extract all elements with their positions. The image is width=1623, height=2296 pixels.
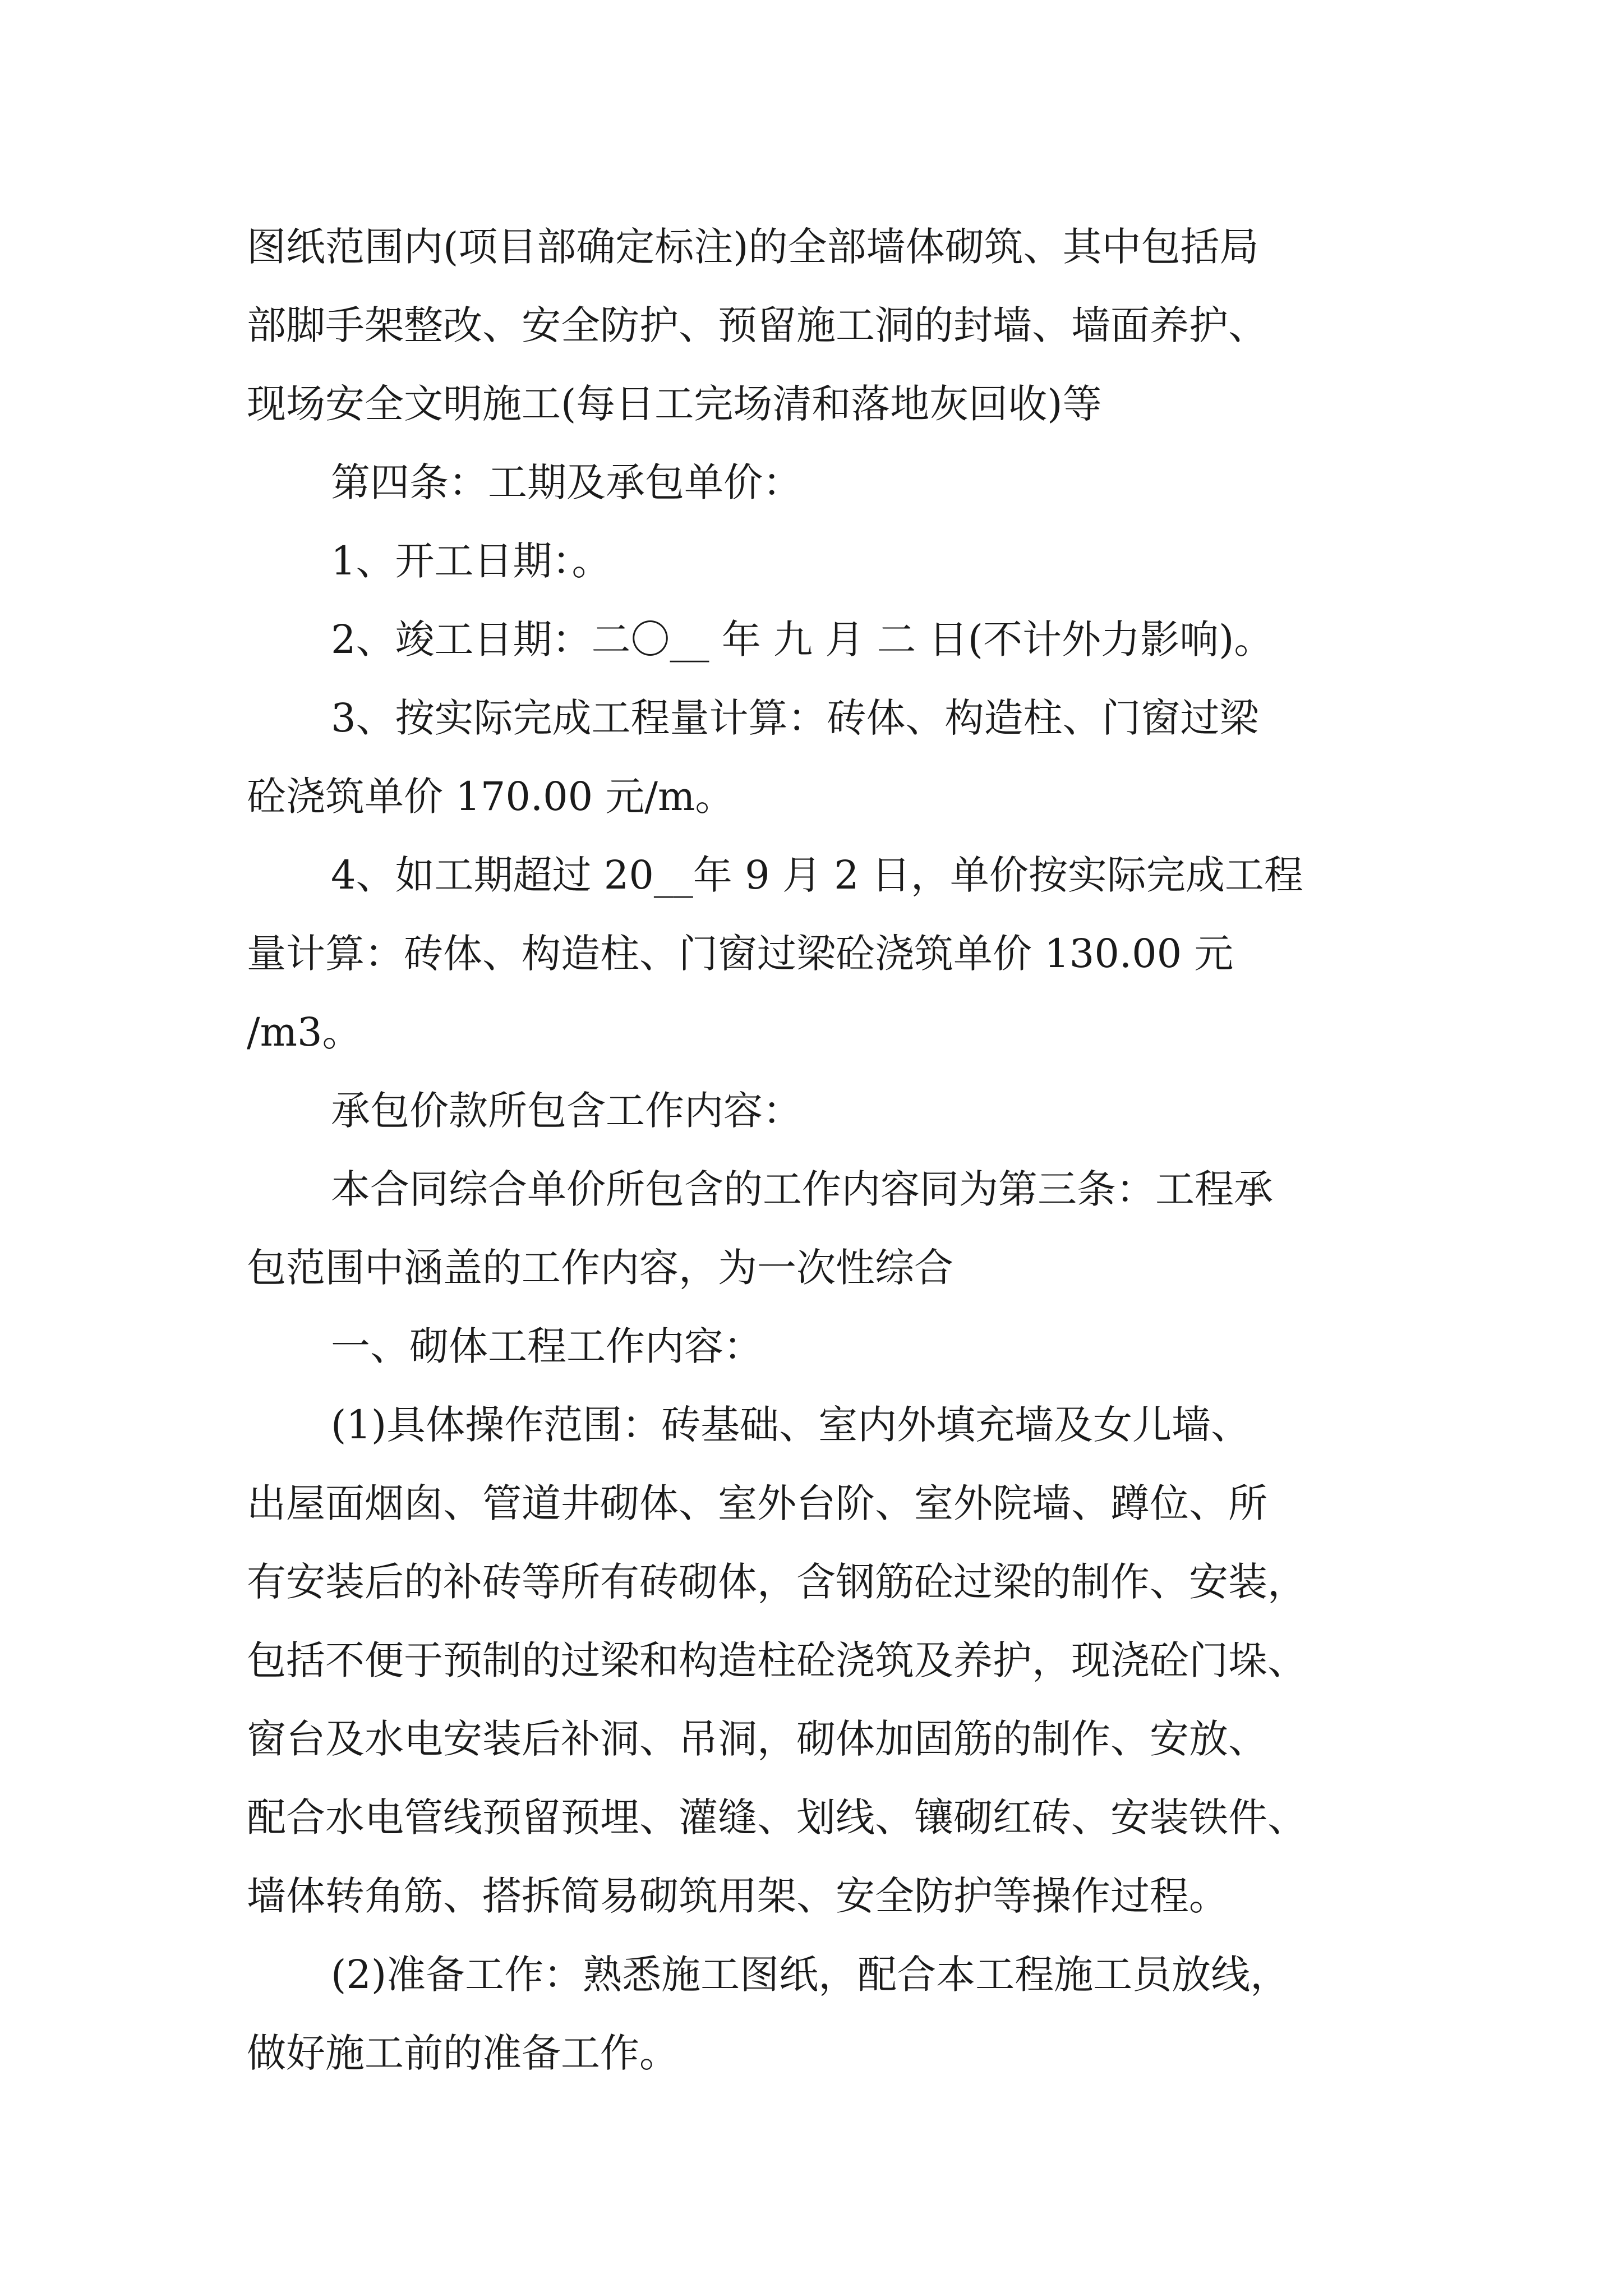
text-line: 量计算：砖体、构造柱、门窗过梁砼浇筑单价 130.00 元 [247,931,1234,977]
text-line: 配合水电管线预留预埋、灌缝、划线、镶砌红砖、安装铁件、 [247,1795,1307,1841]
text-line: /m3。 [247,1009,362,1055]
section-heading: 承包价款所包含工作内容： [331,1088,802,1134]
text-line: 现场安全文明施工(每日工完场清和落地灰回收)等 [247,381,1102,427]
section-heading: 第四条：工期及承包单价： [331,459,802,505]
text-line: 图纸范围内(项目部确定标注)的全部墙体砌筑、其中包括局 [247,224,1259,270]
text-line: 做好施工前的准备工作。 [247,2030,679,2076]
list-item: (1)具体操作范围：砖基础、室内外填充墙及女儿墙、 [331,1402,1251,1448]
list-item: 1、开工日期：。 [331,538,611,584]
paragraph-start: 本合同综合单价所包含的工作内容同为第三条：工程承 [331,1166,1273,1212]
text-line: 有安装后的补砖等所有砖砌体，含钢筋砼过梁的制作、安装， [247,1559,1307,1605]
list-item: 2、竣工日期：二〇__ 年 九 月 二 日(不计外力影响)。 [331,616,1274,662]
text-line: 包范围中涵盖的工作内容，为一次性综合 [247,1245,953,1291]
list-item: (2)准备工作：熟悉施工图纸，配合本工程施工员放线， [331,1952,1290,1998]
list-item: 3、按实际完成工程量计算：砖体、构造柱、门窗过梁 [331,695,1259,741]
text-line: 部脚手架整改、安全防护、预留施工洞的封墙、墙面养护、 [247,302,1267,348]
text-line: 砼浇筑单价 170.00 元/m。 [247,774,735,820]
list-item: 4、如工期超过 20__年 9 月 2 日，单价按实际完成工程 [331,852,1303,898]
document-body [247,208,1396,2092]
text-line: 包括不便于预制的过梁和构造柱砼浇筑及养护，现浇砼门垛、 [247,1637,1307,1683]
text-line: 出屋面烟囱、管道井砌体、室外台阶、室外院墙、蹲位、所 [247,1480,1267,1526]
text-line: 窗台及水电安装后补洞、吊洞，砌体加固筋的制作、安放、 [247,1716,1267,1762]
section-heading: 一、砌体工程工作内容： [331,1323,763,1369]
text-line: 墙体转角筋、搭拆简易砌筑用架、安全防护等操作过程。 [247,1873,1228,1919]
